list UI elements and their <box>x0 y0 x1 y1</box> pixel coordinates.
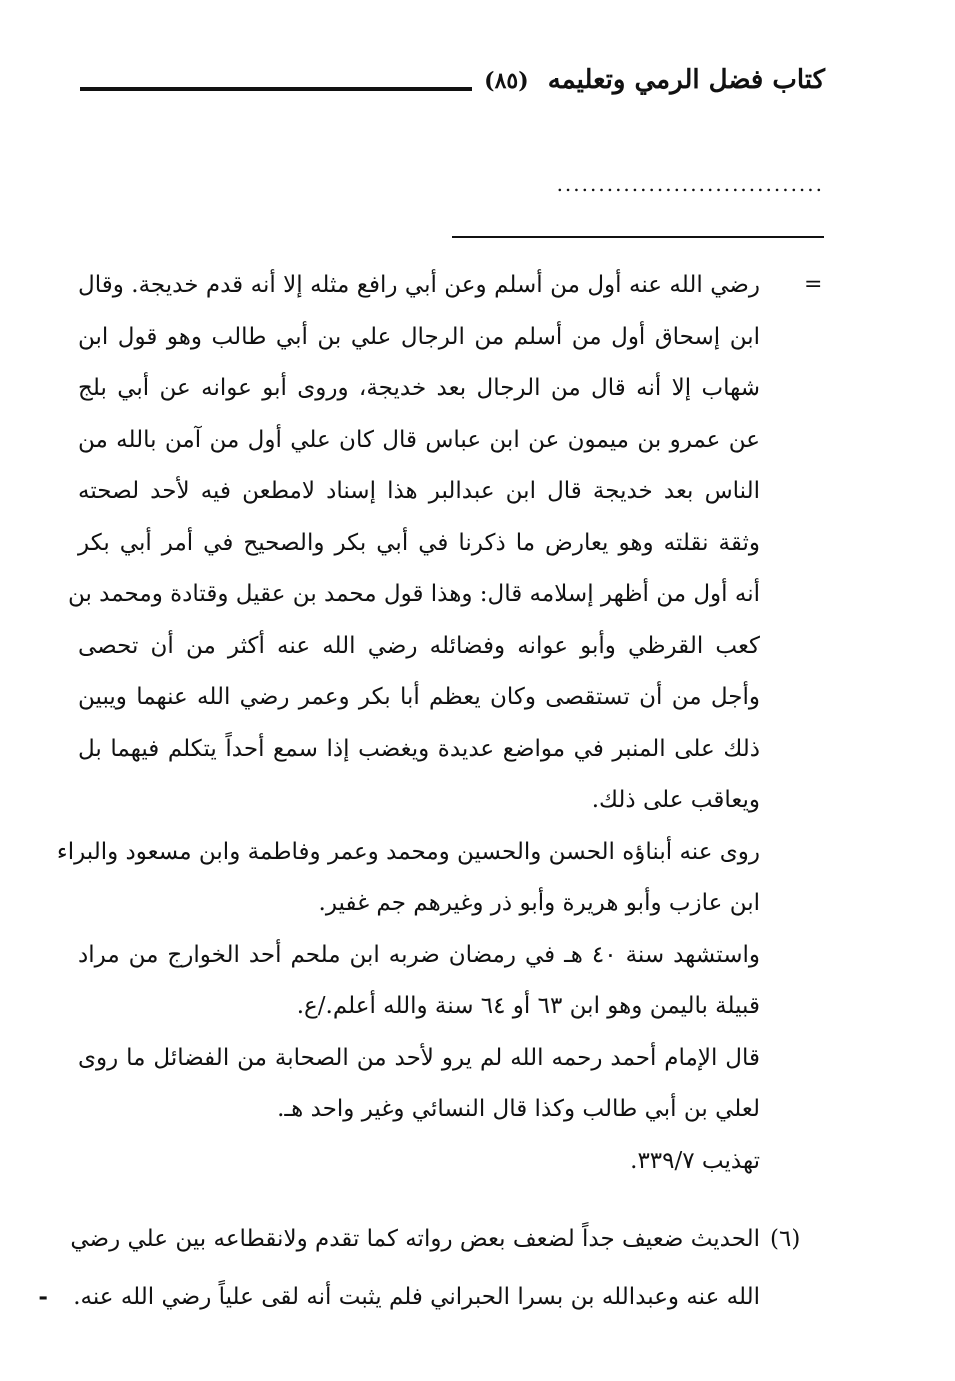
continuation-marker: = <box>804 272 823 297</box>
text-line: وأجل من أن تستقصى وكان يعظم أبا بكر وعمر رضي الله عنهما ويبين <box>78 684 760 710</box>
text-line: كعب القرظي وأبو عوانه وفضائله رضي الله عنه أكثر من أن تحصى <box>78 632 760 659</box>
text-line: واستشهد سنة ٤٠ هـ في رمضان ضربه ابن ملحم أحد الخوارج من مراد <box>78 941 760 968</box>
footnote-line: الحديث ضعيف جداً لضعف بعض رواته كما تقدم ولانقطاعه بين علي رضي <box>70 1226 760 1252</box>
text-line: ويعاقب على ذلك. <box>591 787 760 813</box>
text-line: عن عمرو بن ميمون عن ابن عباس قال كان علي أول من آمن بالله من <box>78 426 760 453</box>
footnote-separator <box>452 236 824 238</box>
text-line: تهذيب ٣٣٩/٧. <box>630 1147 760 1174</box>
footnote <box>38 1210 760 1326</box>
text-line: أنه أول من أظهر إسلامه قال: وهذا قول محمد بن عقيل وقتادة ومحمد بن <box>67 581 760 607</box>
header-text <box>472 62 825 99</box>
text-line: قال الإمام أحمد رحمه الله لم يرو لأحد من الصحابة من الفضائل ما روى <box>78 1044 760 1071</box>
text-line: ابن عازب وأبو هريرة وأبو ذر وغيرهم جم غفير. <box>318 890 760 916</box>
text-line: ذلك على المنبر في مواضع عديدة ويغضب إذا سمع أحداً يتكلم فيهما بل <box>78 735 760 762</box>
footnote-line-last <box>38 1268 760 1326</box>
text-line: رضي الله عنه أول من أسلم وعن أبي رافع مثله إلا أنه قدم خديجة. وقال <box>78 272 760 298</box>
text-line: قبيلة باليمن وهو ابن ٦٣ أو ٦٤ سنة والله أعلم./ع. <box>296 993 760 1019</box>
text-line: وثقة نقلته وهو يعارض ما ذكرنا في أبي بكر والصحيح في أمر أبي بكر <box>78 529 760 556</box>
page-header <box>80 62 825 102</box>
text-line: الناس بعد خديجة قال ابن عبدالبر هذا إسناد لامطعن فيه لأحد لصحته <box>78 478 760 504</box>
page-number: (٨٥) <box>484 68 529 94</box>
footnote-line: الله عنه وعبدالله بن بسرا الحبراني فلم يثبت أنه لقى علياً رضي الله عنه. <box>73 1284 760 1310</box>
text-line: روى عنه أبناؤه الحسن والحسين ومحمد وعمر وفاطمة وابن مسعود والبراء <box>56 838 760 865</box>
end-dash: - <box>38 1283 48 1310</box>
text-line: شهاب إلا أنه قال من الرجال بعد خديجة، وروى أبو عوانه عن أبي بلج <box>78 375 760 401</box>
footnote-body <box>56 260 760 1187</box>
book-title: كتاب فضل الرمي وتعليمه <box>547 65 825 95</box>
footnote-number: (٦) <box>770 1226 801 1252</box>
text-line: ابن إسحاق أول من أسلم من الرجال علي بن أبي طالب وهو قول ابن <box>78 323 760 350</box>
dotted-line: ................................ <box>556 172 824 196</box>
text-line: لعلي بن أبي طالب وكذا قال النسائي وغير واحد هـ. <box>277 1096 760 1122</box>
